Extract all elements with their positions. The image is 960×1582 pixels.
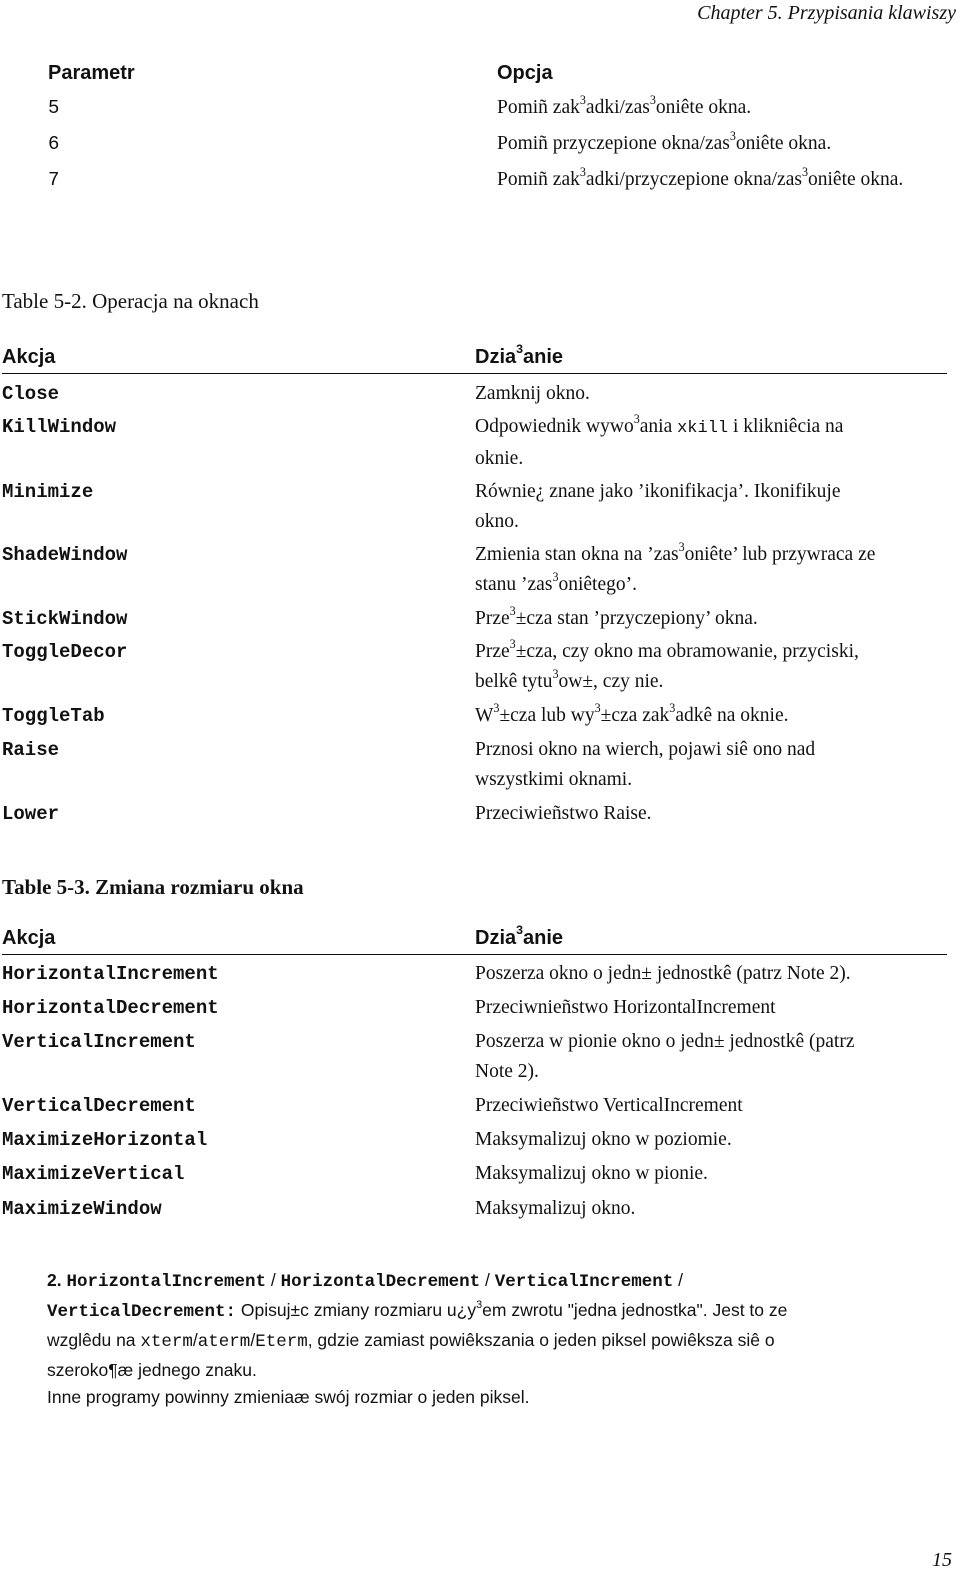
effect-verticaldecrement: Przeciwieñstwo VerticalIncrement — [475, 1095, 743, 1116]
page-number: 15 — [932, 1549, 952, 1571]
action-stickwindow: StickWindow — [2, 608, 128, 630]
footnote-2: 2. HorizontalIncrement / HorizontalDecrement / VerticalIncrement / VerticalDecrement: Opisuj±c zmiany rozmiaru $u¿y^3em$ zwrotu "jedna jednostka". Jest to ze wzglêdu na xterm/aterm/Eterm, gdzie zamiast powiêkszania o jeden piksel powiêksza siê o szeroko¶æ jednego znaku. — [47, 1270, 788, 1380]
action-minimize: Minimize — [2, 481, 94, 503]
action-verticalincrement: VerticalIncrement — [2, 1031, 196, 1053]
option-7: Pomiñ zak$^3$adki/przyczepione okna/zas$^3$oniête okna. — [497, 164, 904, 190]
chapter-header: Chapter 5. Przypisania klawiszy — [697, 2, 956, 24]
action-lower: Lower — [2, 803, 60, 825]
effect-maximizevertical: Maksymalizuj okno w pionie. — [475, 1163, 708, 1184]
action-horizontaldecrement: HorizontalDecrement — [2, 997, 219, 1019]
param-6: 6 — [48, 133, 60, 155]
action-maximizewindow: MaximizeWindow — [2, 1198, 162, 1220]
col-header-dzialanie-3: Dzia$^3$anie — [475, 923, 564, 949]
action-close: Close — [2, 383, 60, 405]
effect-maximizewindow: Maksymalizuj okno. — [475, 1198, 636, 1219]
effect-maximizehorizontal: Maksymalizuj okno w poziomie. — [475, 1129, 732, 1150]
note-paragraph-2: Inne programy powinny zmieniaæ swój rozmiar o jeden piksel. — [47, 1387, 530, 1407]
action-killwindow: KillWindow — [2, 416, 117, 438]
action-toggletab: ToggleTab — [2, 705, 105, 727]
action-shadewindow: ShadeWindow — [2, 544, 128, 566]
note-number: 2. — [47, 1270, 62, 1290]
effect-lower: Przeciwieñstwo Raise. — [475, 803, 652, 824]
action-toggledecor: ToggleDecor — [2, 641, 128, 663]
effect-shadewindow: Zmienia stan okna na ’zas$^3$oniête’ lub przywraca ze stanu ’zas$^3$oniêtego’. — [475, 539, 876, 595]
table3-caption: Table 5-3. Zmiana rozmiaru okna — [2, 875, 304, 899]
col-header-akcja: Akcja — [2, 346, 56, 368]
effect-stickwindow: Prze$^3$±cza stan ’przyczepiony’ okna. — [475, 603, 758, 629]
action-maximizevertical: MaximizeVertical — [2, 1163, 185, 1185]
header-rule-3 — [2, 954, 947, 955]
effect-toggledecor: Prze$^3$±cza, czy okno ma obramowanie, przyciski, belkê tytu$^3$ow±, czy nie. — [475, 636, 859, 692]
effect-minimize: Równie¿ znane jako ’ikonifikacja’. Ikonifikuje okno. — [475, 481, 841, 532]
col-header-opcja: Opcja — [497, 62, 553, 84]
action-raise: Raise — [2, 739, 60, 761]
effect-close: Zamknij okno. — [475, 383, 590, 404]
effect-horizontaldecrement: Przeciwnieñstwo HorizontalIncrement — [475, 997, 776, 1018]
col-header-akcja-3: Akcja — [2, 927, 56, 949]
effect-verticalincrement: Poszerza w pionie okno o jedn± jednostkê (patrz Note 2). — [475, 1031, 855, 1082]
option-6: Pomiñ przyczepione okna/zas$^3$oniête okna. — [497, 128, 832, 154]
param-7: 7 — [48, 169, 60, 191]
effect-horizontalincrement: Poszerza okno o jedn± jednostkê (patrz Note 2). — [475, 963, 851, 984]
effect-killwindow: Odpowiednik wywo$^3$ania xkill i klikniêcia na oknie. — [475, 411, 844, 469]
action-maximizehorizontal: MaximizeHorizontal — [2, 1129, 208, 1151]
header-rule — [2, 373, 947, 374]
col-header-dzialanie: Dzia$^3$anie — [475, 342, 564, 368]
action-verticaldecrement: VerticalDecrement — [2, 1095, 196, 1117]
effect-raise: Prznosi okno na wierch, pojawi siê ono nad wszystkimi oknami. — [475, 739, 816, 790]
effect-toggletab: $W^3\pm cza$ lub $wy^3\pm cza$ zak$^3$adkê na oknie. — [475, 700, 789, 726]
option-5: Pomiñ zak$^3$adki/zas$^3$oniête okna. — [497, 92, 752, 118]
table2-caption: Table 5-2. Operacja na oknach — [2, 289, 259, 313]
col-header-parametr: Parametr — [48, 62, 135, 84]
action-horizontalincrement: HorizontalIncrement — [2, 963, 219, 985]
param-5: 5 — [48, 97, 60, 119]
